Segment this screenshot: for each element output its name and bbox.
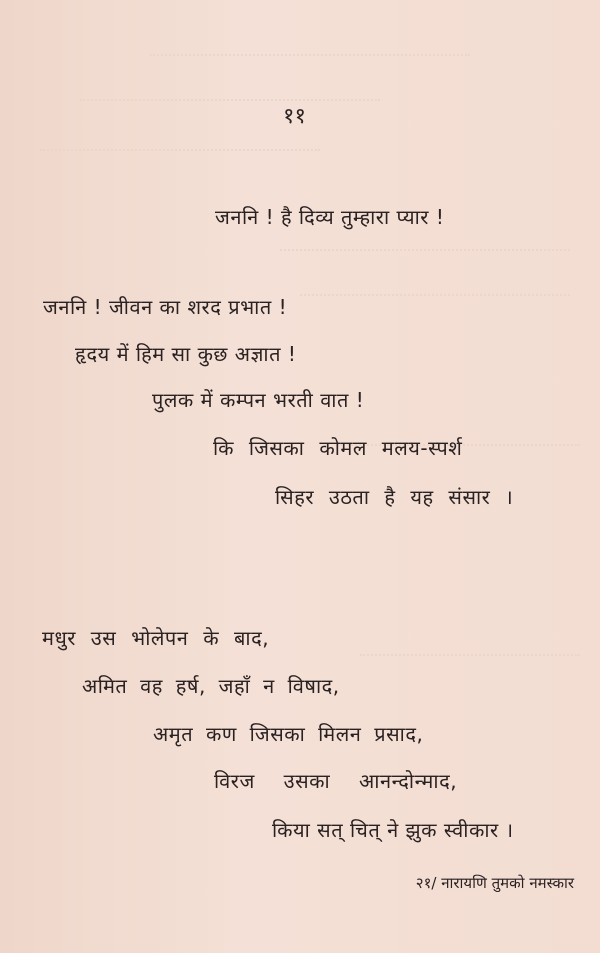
stanza1-line: जननि ! जीवन का शरद प्रभात ! [43, 295, 288, 319]
show-through-mark [40, 135, 320, 151]
stanza2-line: किया सत् चित् ने झुक स्वीकार । [272, 818, 514, 842]
stanza2-line: अमृत कण जिसका मिलन प्रसाद, [153, 722, 424, 746]
show-through-mark [360, 640, 580, 656]
show-through-mark [150, 40, 470, 56]
stanza1-line: कि जिसका कोमल मलय-स्पर्श [213, 436, 463, 460]
page-footer: २१/ नारायणि तुमको नमस्कार [415, 874, 574, 892]
show-through-mark [280, 235, 570, 251]
stanza1-line: सिहर उठता है यह संसार । [275, 485, 514, 509]
stanza2-line: अमित वह हर्ष, जहाँ न विषाद, [82, 674, 340, 698]
poem-title-line: जननि ! है दिव्य तुम्हारा प्यार ! [215, 205, 445, 229]
show-through-mark [80, 85, 380, 101]
stanza1-line: हृदय में हिम सा कुछ अज्ञात ! [75, 342, 297, 366]
show-through-mark [300, 280, 570, 296]
stanza1-line: पुलक में कम्पन भरती वात ! [152, 388, 365, 412]
page-number: ११ [283, 104, 306, 129]
stanza2-line: विरज उसका आनन्दोन्माद, [214, 769, 458, 793]
stanza2-line: मधुर उस भोलेपन के बाद, [42, 626, 270, 650]
